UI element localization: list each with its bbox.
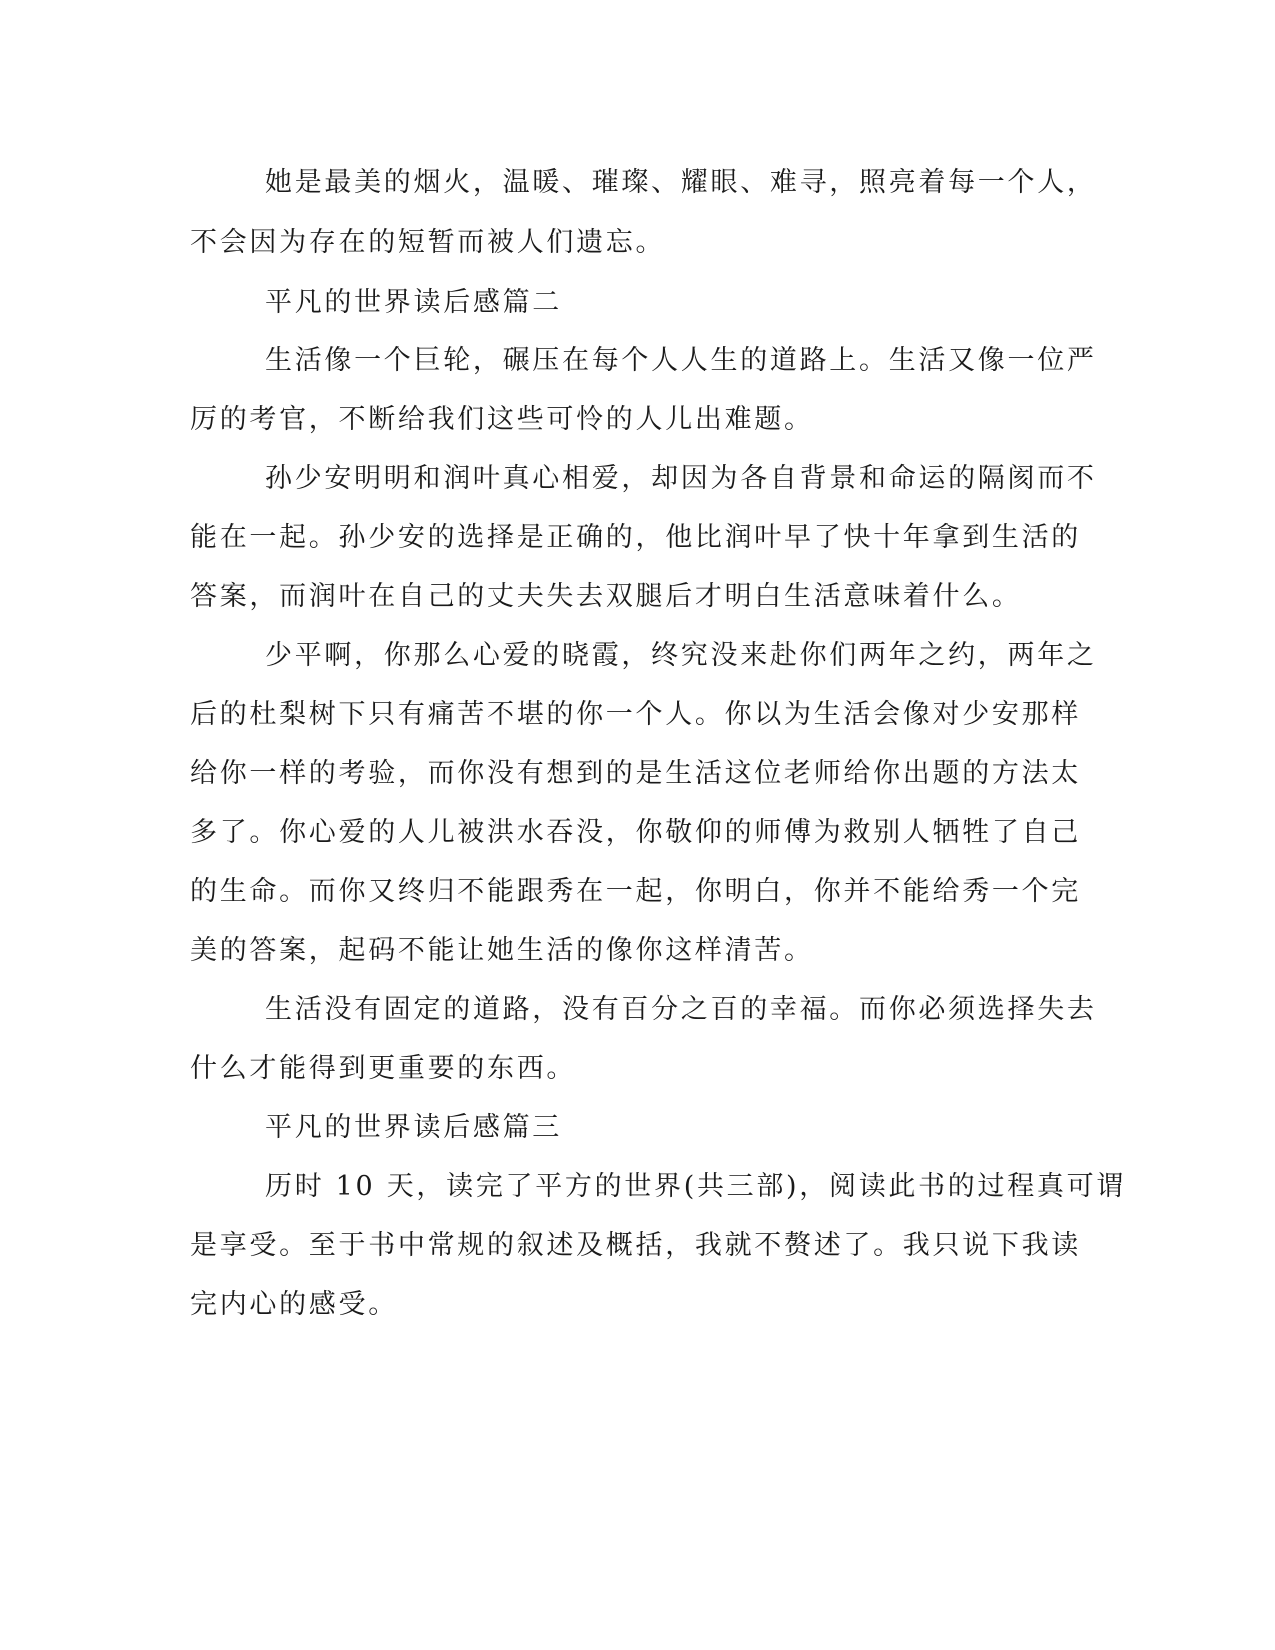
paragraph-line: 完内心的感受。 bbox=[190, 1289, 398, 1320]
paragraph-line: 答案，而润叶在自己的丈夫失去双腿后才明白生活意味着什么。 bbox=[190, 581, 1022, 612]
paragraph-line: 厉的考官，不断给我们这些可怜的人儿出难题。 bbox=[190, 404, 814, 435]
paragraph-line: 不会因为存在的短暂而被人们遗忘。 bbox=[190, 227, 666, 258]
paragraph-line: 是享受。至于书中常规的叙述及概括，我就不赘述了。我只说下我读 bbox=[190, 1230, 1081, 1261]
paragraph-line: 能在一起。孙少安的选择是正确的，他比润叶早了快十年拿到生活的 bbox=[190, 522, 1081, 553]
paragraph-line: 给你一样的考验，而你没有想到的是生活这位老师给你出题的方法太 bbox=[190, 758, 1081, 789]
paragraph-line: 的生命。而你又终归不能跟秀在一起，你明白，你并不能给秀一个完 bbox=[190, 876, 1081, 907]
paragraph-line: 她是最美的烟火，温暖、璀璨、耀眼、难寻，照亮着每一个人， bbox=[265, 167, 1097, 198]
paragraph-line: 美的答案，起码不能让她生活的像你这样清苦。 bbox=[190, 935, 814, 966]
paragraph-line: 什么才能得到更重要的东西。 bbox=[190, 1053, 577, 1084]
section-heading: 平凡的世界读后感篇二 bbox=[265, 287, 562, 318]
paragraph-line: 后的杜梨树下只有痛苦不堪的你一个人。你以为生活会像对少安那样 bbox=[190, 699, 1081, 730]
section-heading: 平凡的世界读后感篇三 bbox=[265, 1112, 562, 1143]
paragraph-line: 少平啊，你那么心爱的晓霞，终究没来赴你们两年之约，两年之 bbox=[265, 640, 1097, 671]
paragraph-line: 生活没有固定的道路，没有百分之百的幸福。而你必须选择失去 bbox=[265, 994, 1097, 1025]
paragraph-line: 多了。你心爱的人儿被洪水吞没，你敬仰的师傅为救别人牺牲了自己 bbox=[190, 817, 1081, 848]
paragraph-line: 孙少安明明和润叶真心相爱，却因为各自背景和命运的隔阂而不 bbox=[265, 463, 1097, 494]
paragraph-line: 历时 10 天，读完了平方的世界(共三部)，阅读此书的过程真可谓 bbox=[265, 1171, 1126, 1202]
paragraph-line: 生活像一个巨轮，碾压在每个人人生的道路上。生活又像一位严 bbox=[265, 345, 1097, 376]
